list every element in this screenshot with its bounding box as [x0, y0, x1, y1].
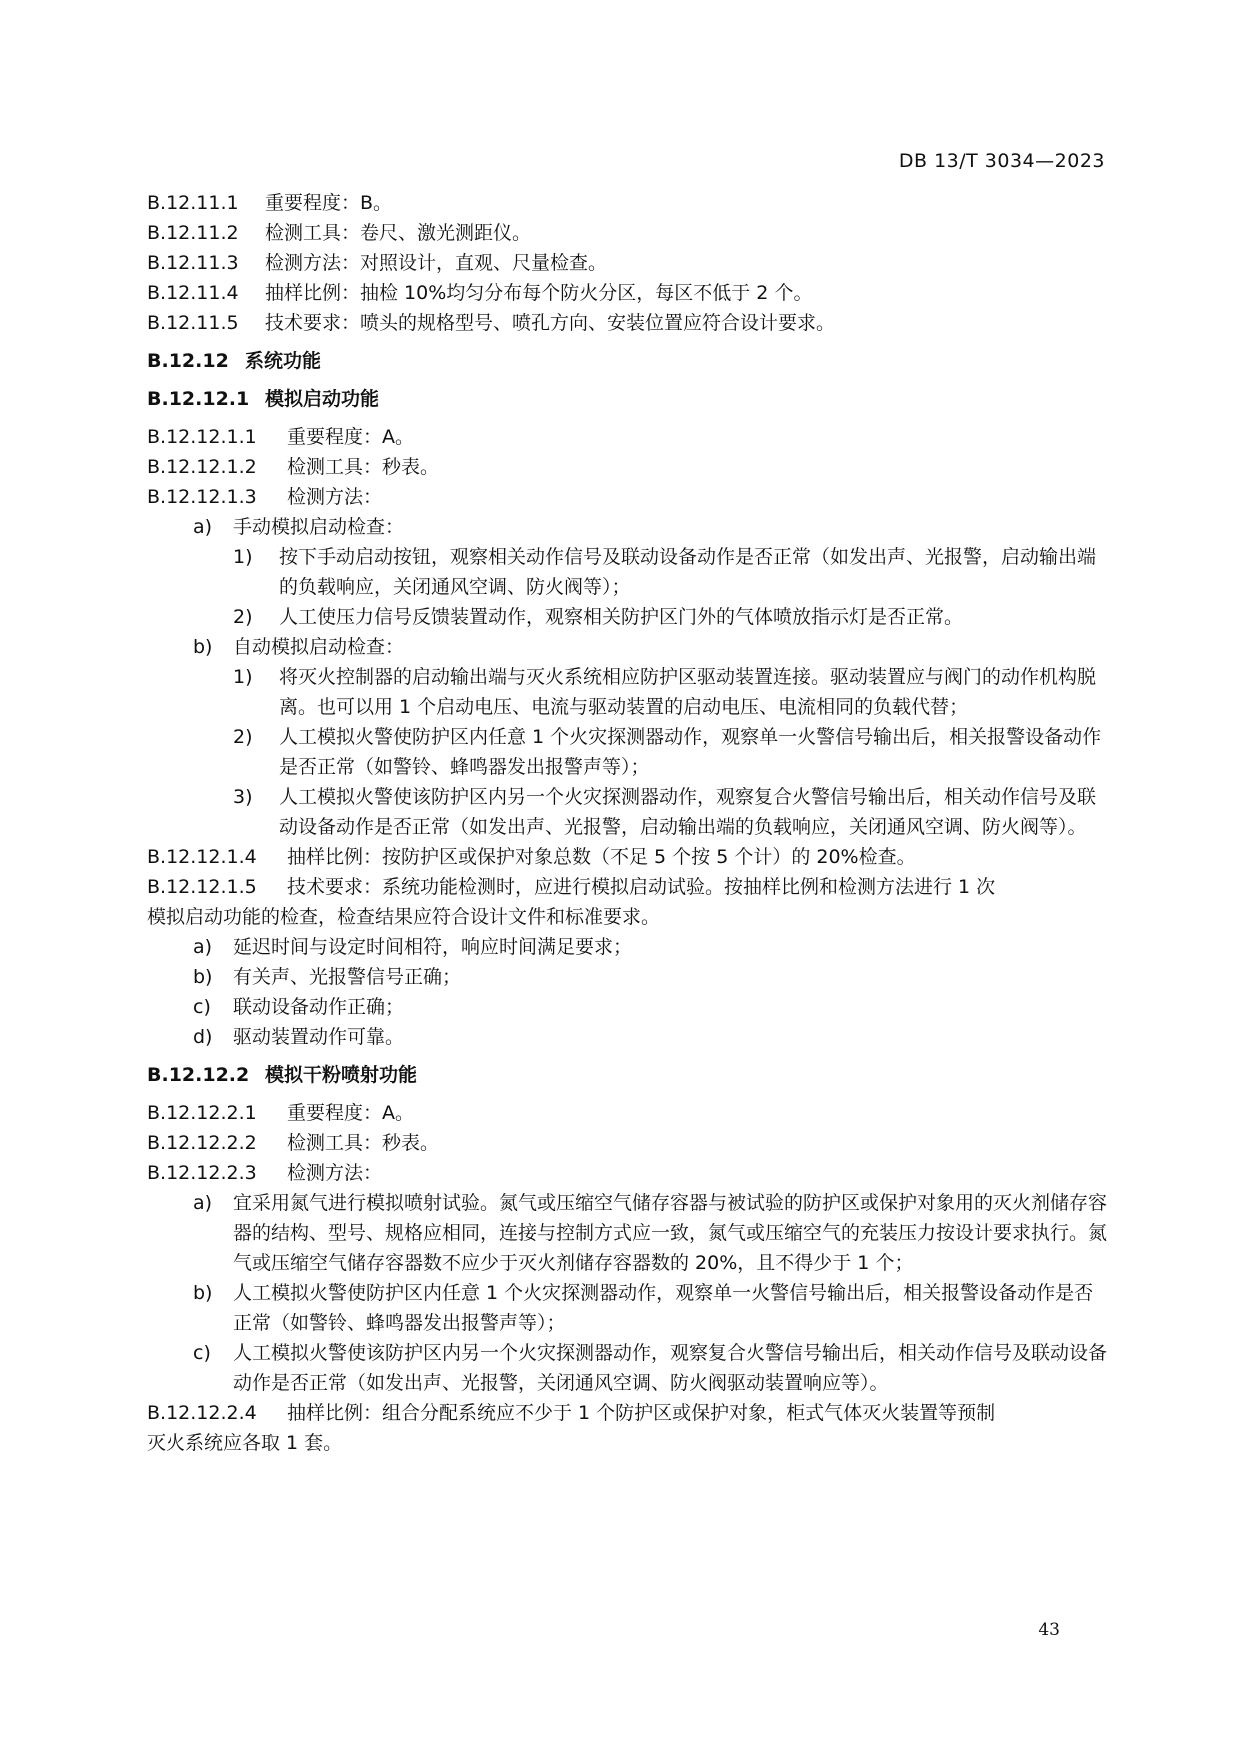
page-number: 43: [1038, 1620, 1060, 1640]
clause-continuation: 灭火系统应各取 1 套。: [147, 1432, 343, 1454]
list-item: a) 宜采用氮气进行模拟喷射试验。氮气或压缩空气储存容器与被试验的防护区或保护对象用的灭火剂储存容器的结构、型号、规格应相同，连接与控制方式应一致，氮气或压缩空气的充装压力按设计要求执行。氮气或压缩空气储存容器数不应少于灭火剂储存容器数的 20%，且不得少于 1 个；: [193, 1192, 1108, 1274]
clause: B.12.11.3 检测方法：对照设计，直观、尺量检查。: [147, 252, 608, 274]
list-item: b) 自动模拟启动检查：: [193, 636, 405, 658]
document-body: [147, 188, 1107, 1458]
clause: B.12.12.1.3 检测方法：: [147, 486, 383, 508]
list-item: c) 联动设备动作正确；: [193, 996, 405, 1018]
list-item: b) 人工模拟火警使防护区内任意 1 个火灾探测器动作，观察单一火警信号输出后，相关报警设备动作是否正常（如警铃、蜂鸣器发出报警声等）；: [193, 1282, 1094, 1334]
section-heading: B.12.12.2 模拟干粉喷射功能: [147, 1064, 418, 1086]
sub-list-item: 1) 将灭火控制器的启动输出端与灭火系统相应防护区驱动装置连接。驱动装置应与阀门的动作机构脱离。也可以用 1 个启动电压、电流与驱动装置的启动电压、电流相同的负载代替；: [233, 666, 1097, 718]
clause: B.12.12.1.5 技术要求：系统功能检测时，应进行模拟启动试验。按抽样比例和检测方法进行 1 次: [147, 876, 996, 898]
clause: B.12.11.1 重要程度：B。: [147, 192, 393, 214]
section-heading: B.12.12.1 模拟启动功能: [147, 388, 380, 410]
list-item: a) 手动模拟启动检查：: [193, 516, 405, 538]
list-item: b) 有关声、光报警信号正确；: [193, 966, 462, 988]
sub-list-item: 3) 人工模拟火警使该防护区内另一个火灾探测器动作，观察复合火警信号输出后，相关动作信号及联动设备动作是否正常（如发出声、光报警，启动输出端的负载响应，关闭通风空调、防火阀等）。: [233, 786, 1097, 838]
standard-code: DB 13/T 3034—2023: [898, 150, 1105, 172]
clause: B.12.12.2.3 检测方法：: [147, 1162, 383, 1184]
sub-list-item: 2) 人工使压力信号反馈装置动作，观察相关防护区门外的气体喷放指示灯是否正常。: [233, 606, 964, 628]
clause-continuation: 模拟启动功能的检查，检查结果应符合设计文件和标准要求。: [147, 906, 661, 928]
list-item: a) 延迟时间与设定时间相符，响应时间满足要求；: [193, 936, 633, 958]
page-header: [0, 0, 1240, 190]
clause: B.12.12.1.1 重要程度：A。: [147, 426, 414, 448]
clause: B.12.12.1.2 检测工具：秒表。: [147, 456, 440, 478]
section-heading: B.12.12 系统功能: [147, 350, 322, 372]
clause: B.12.12.2.1 重要程度：A。: [147, 1102, 414, 1124]
clause: B.12.12.2.4 抽样比例：组合分配系统应不少于 1 个防护区或保护对象，柜式气体灭火装置等预制: [147, 1402, 996, 1424]
sub-list-item: 1) 按下手动启动按钮，观察相关动作信号及联动设备动作是否正常（如发出声、光报警，启动输出端的负载响应，关闭通风空调、防火阀等）；: [233, 546, 1097, 598]
clause: B.12.12.1.4 抽样比例：按防护区或保护对象总数（不足 5 个按 5 个计）的 20%检查。: [147, 846, 916, 868]
sub-list-item: 2) 人工模拟火警使防护区内任意 1 个火灾探测器动作，观察单一火警信号输出后，相关报警设备动作是否正常（如警铃、蜂鸣器发出报警声等）；: [233, 726, 1102, 778]
list-item: d) 驱动装置动作可靠。: [193, 1026, 405, 1048]
clause: B.12.12.2.2 检测工具：秒表。: [147, 1132, 440, 1154]
list-item: c) 人工模拟火警使该防护区内另一个火灾探测器动作，观察复合火警信号输出后，相关动作信号及联动设备动作是否正常（如发出声、光报警，关闭通风空调、防火阀驱动装置响应等）。: [193, 1342, 1108, 1394]
clause: B.12.11.2 检测工具：卷尺、激光测距仪。: [147, 222, 532, 244]
clause: B.12.11.4 抽样比例：抽检 10%均匀分布每个防火分区，每区不低于 2 个。: [147, 282, 813, 304]
clause: B.12.11.5 技术要求：喷头的规格型号、喷孔方向、安装位置应符合设计要求。: [147, 312, 836, 334]
